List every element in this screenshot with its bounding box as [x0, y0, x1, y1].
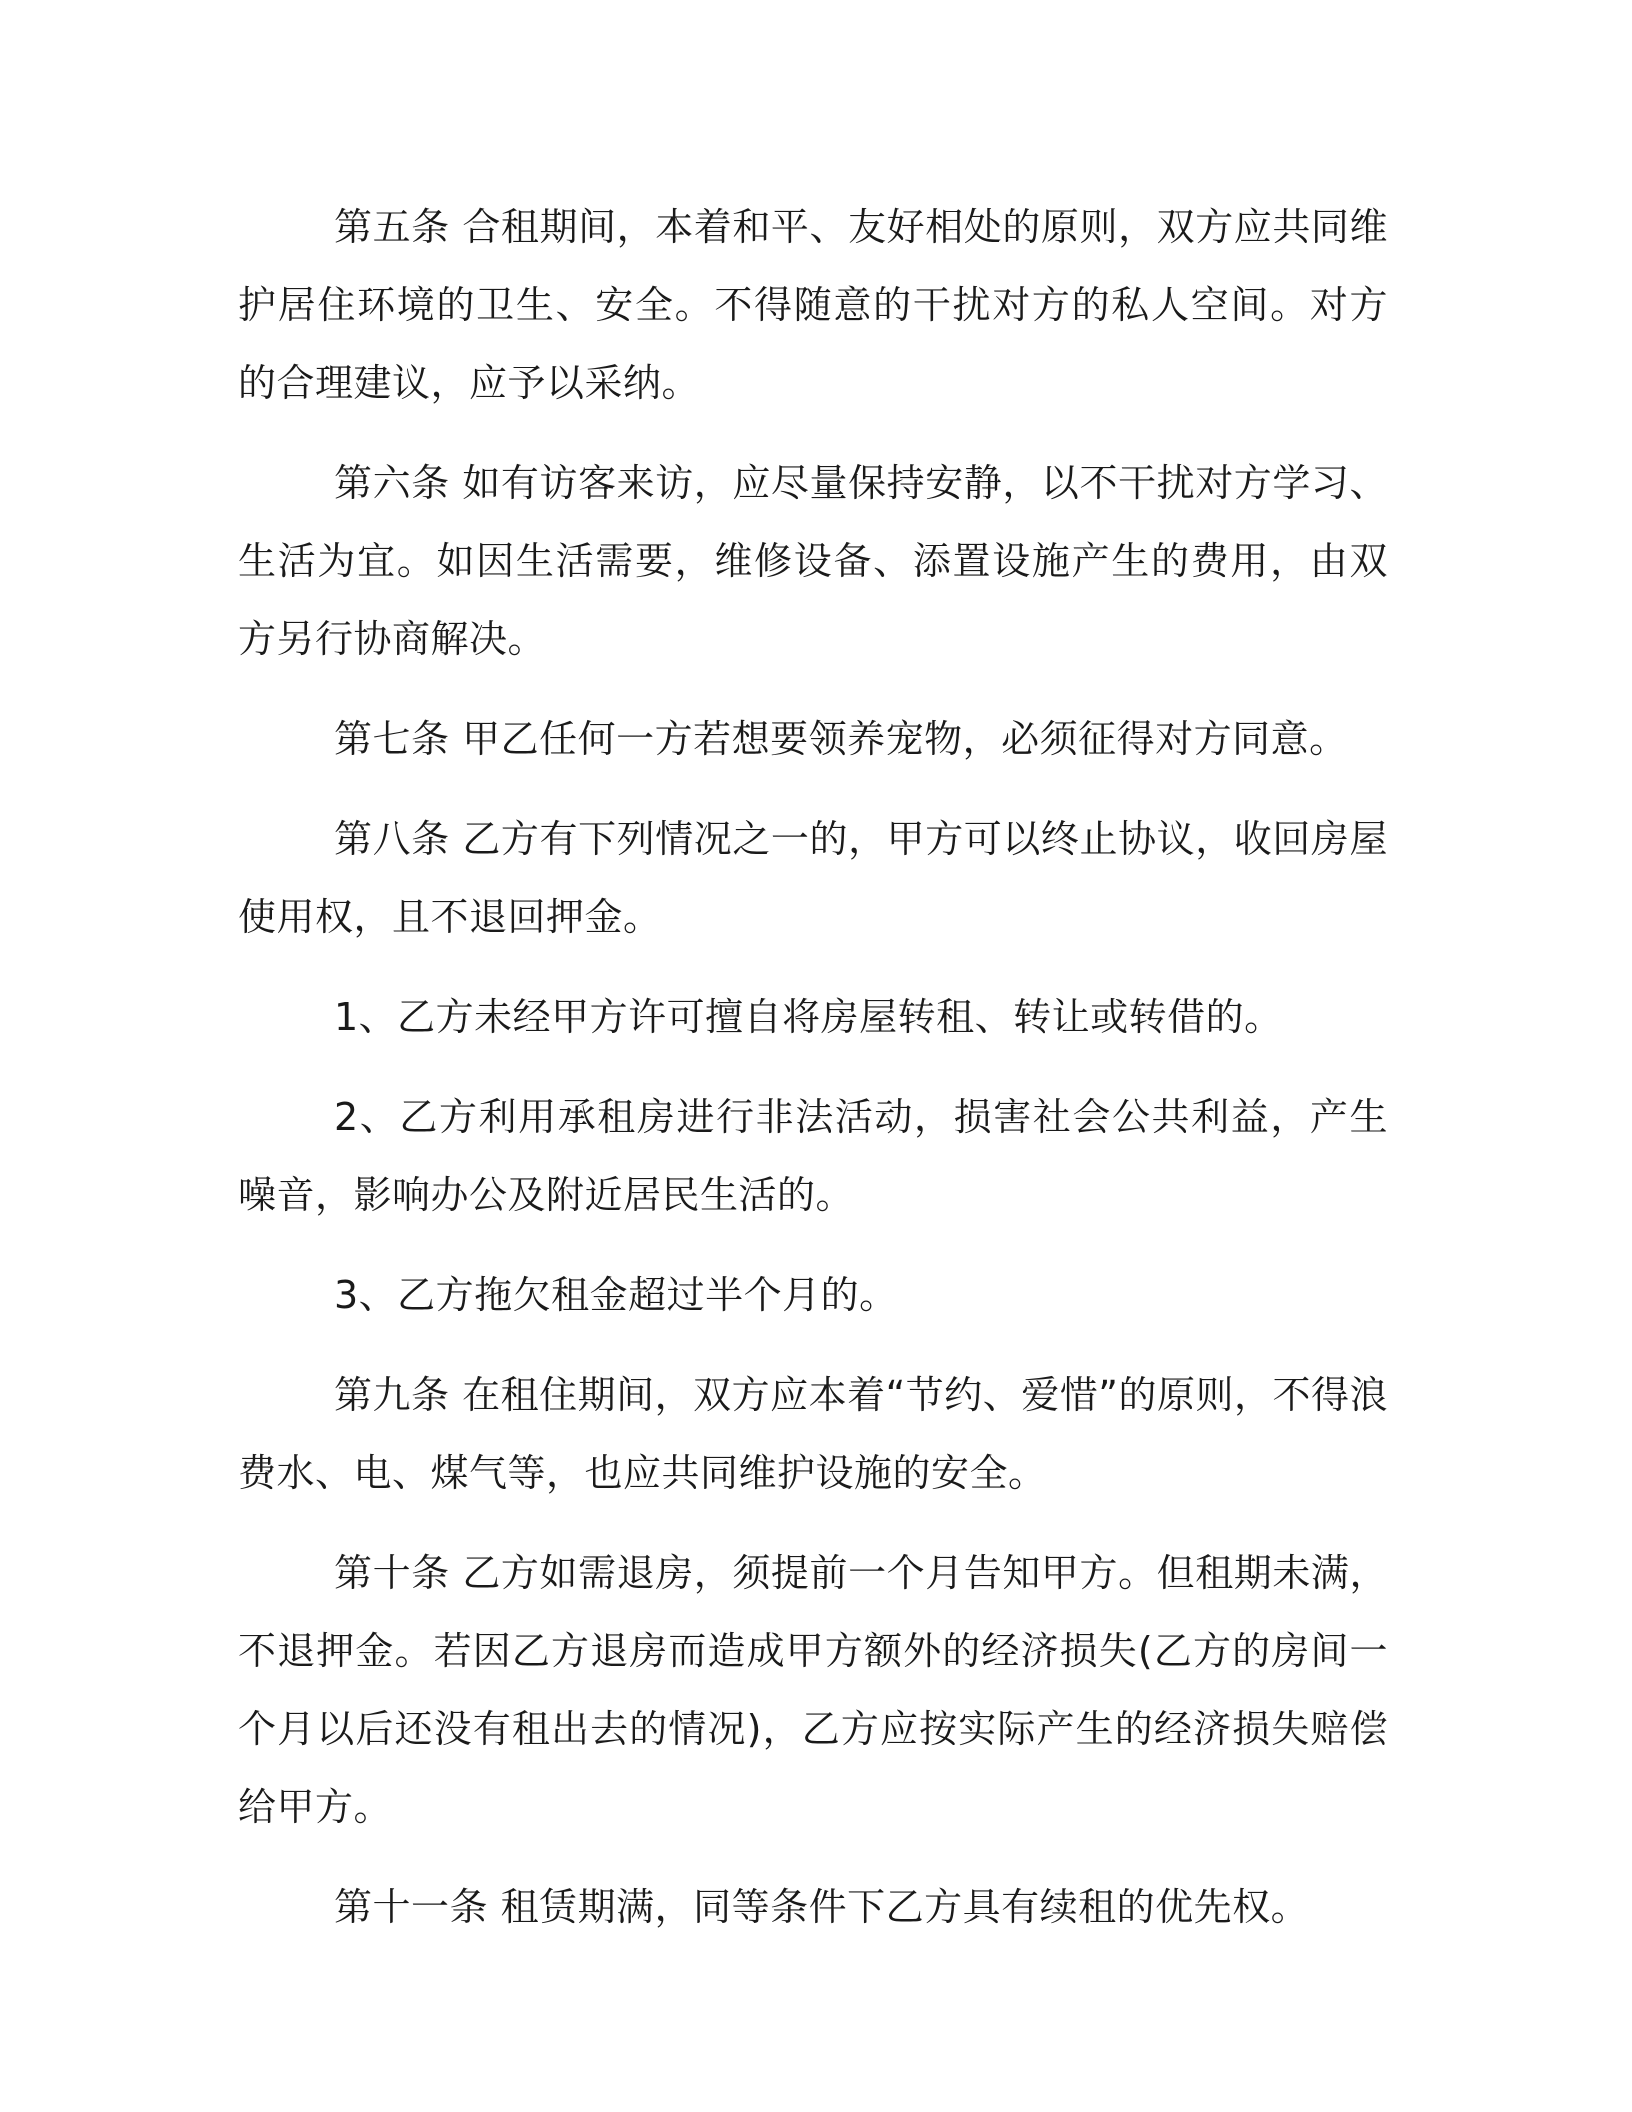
clause-8-item-3: 3、乙方拖欠租金超过半个月的。 [334, 1273, 898, 1317]
clause-6-paragraph: 第六条 如有访客来访，应尽量保持安静，以不干扰对方学习、生活为宜。如因生活需要，维修设备、添置设施产生的费用，由双方另行协商解决。 [238, 461, 1388, 661]
clause-11-paragraph: 第十一条 租赁期满，同等条件下乙方具有续租的优先权。 [334, 1885, 1310, 1929]
clause-8-item-1: 1、乙方未经甲方许可擅自将房屋转租、转让或转借的。 [334, 995, 1283, 1039]
clause-8-item-2: 2、乙方利用承租房进行非法活动，损害社会公共利益，产生噪音，影响办公及附近居民生活的。 [238, 1095, 1388, 1217]
clause-9-paragraph: 第九条 在租住期间，双方应本着“节约、爱惜”的原则，不得浪费水、电、煤气等，也应共同维护设施的安全。 [238, 1373, 1388, 1495]
clause-8-paragraph: 第八条 乙方有下列情况之一的，甲方可以终止协议，收回房屋使用权，且不退回押金。 [238, 817, 1388, 939]
document-page [238, 188, 1388, 1946]
clause-5-paragraph: 第五条 合租期间，本着和平、友好相处的原则，双方应共同维护居住环境的卫生、安全。不得随意的干扰对方的私人空间。对方的合理建议，应予以采纳。 [238, 205, 1388, 405]
clause-10-paragraph: 第十条 乙方如需退房，须提前一个月告知甲方。但租期未满，不退押金。若因乙方退房而造成甲方额外的经济损失(乙方的房间一个月以后还没有租出去的情况)，乙方应按实际产生的经济损失赔偿给甲方。 [238, 1551, 1388, 1829]
clause-7-paragraph: 第七条 甲乙任何一方若想要领养宠物，必须征得对方同意。 [334, 717, 1348, 761]
